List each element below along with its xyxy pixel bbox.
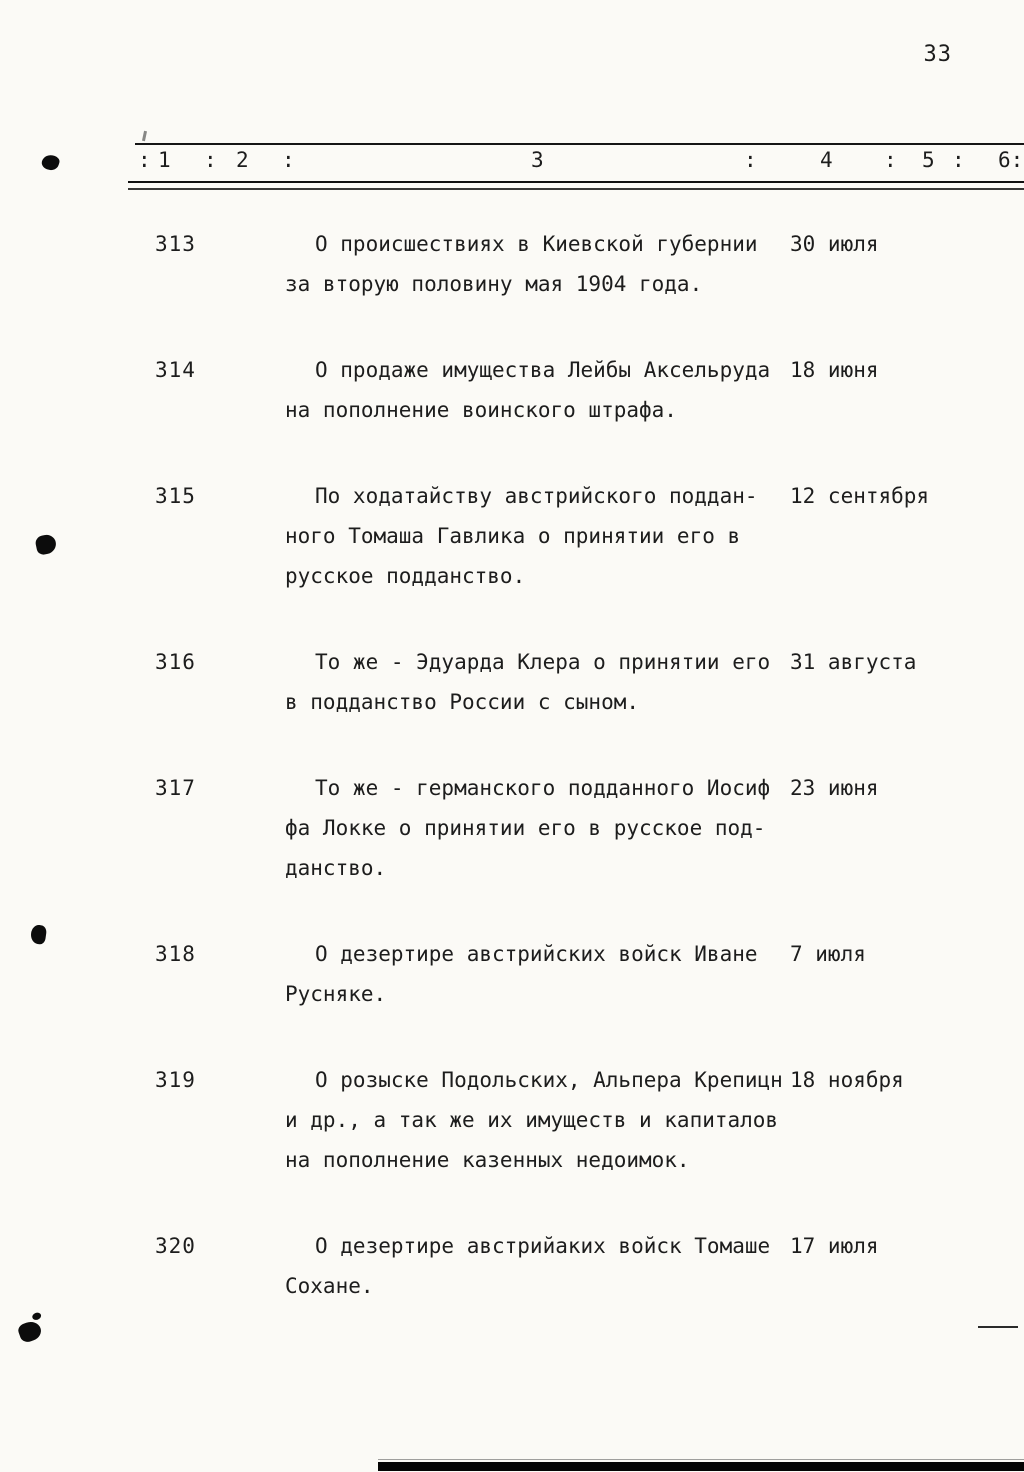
table-row xyxy=(0,768,1024,888)
header-col-5: 5 xyxy=(922,148,935,172)
margin-mark-line xyxy=(978,1326,1018,1328)
entry-date: 12 сентября xyxy=(790,484,930,508)
header-col-2: 2 xyxy=(236,148,249,172)
entry-description xyxy=(285,1060,790,1180)
entry-line: О розыске Подольских, Альпера Крепицн xyxy=(315,1068,783,1092)
entry-description xyxy=(285,1226,790,1306)
entry-line: фа Локке о принятии его в русское под- xyxy=(285,816,766,840)
entry-line: на пополнение воинского штрафа. xyxy=(285,398,677,422)
entry-line: и др., а так же их имуществ и капиталов xyxy=(285,1108,779,1132)
header-col-3: 3 xyxy=(531,148,544,172)
entry-line: О продаже имущества Лейбы Аксельруда xyxy=(315,358,771,382)
header-separator: : xyxy=(138,148,151,172)
entry-date: 7 июля xyxy=(790,942,866,966)
entry-line: То же - германского подданного Иосиф xyxy=(315,776,771,800)
entry-line: данство. xyxy=(285,856,387,880)
header-col-1: 1 xyxy=(158,148,171,172)
entry-description xyxy=(285,350,790,430)
entry-date: 18 ноября xyxy=(790,1068,904,1092)
entry-number: 315 xyxy=(155,484,196,508)
entry-line: Сохане. xyxy=(285,1274,374,1298)
header-rule-top xyxy=(135,143,1024,145)
scan-edge-bar xyxy=(378,1462,1024,1471)
entry-number: 320 xyxy=(155,1234,196,1258)
entry-date: 17 июля xyxy=(790,1234,879,1258)
page-number: 33 xyxy=(923,42,952,67)
header-separator: : xyxy=(884,148,897,172)
header-separator: : xyxy=(282,148,295,172)
entry-description xyxy=(285,642,790,722)
entry-date: 30 июля xyxy=(790,232,879,256)
table-row xyxy=(0,1060,1024,1180)
table-row xyxy=(0,1226,1024,1306)
table-header-row xyxy=(0,148,1024,178)
entry-description xyxy=(285,476,790,596)
entry-description xyxy=(285,768,790,888)
header-rule-double-bottom xyxy=(128,188,1024,190)
header-rule-double-top xyxy=(128,181,1024,183)
entry-line: на пополнение казенных недоимок. xyxy=(285,1148,690,1172)
entry-date: 31 августа xyxy=(790,650,917,674)
table-row xyxy=(0,224,1024,304)
table-row xyxy=(0,642,1024,722)
entry-line: за вторую половину мая 1904 года. xyxy=(285,272,703,296)
entry-line: Русняке. xyxy=(285,982,387,1006)
entry-number: 319 xyxy=(155,1068,196,1092)
table-row xyxy=(0,350,1024,430)
entry-number: 314 xyxy=(155,358,196,382)
entry-description xyxy=(285,934,790,1014)
entry-number: 317 xyxy=(155,776,196,800)
entry-description xyxy=(285,224,790,304)
entry-line: То же - Эдуарда Клера о принятии его xyxy=(315,650,771,674)
header-separator: : xyxy=(744,148,757,172)
entry-line: в подданство России с сыном. xyxy=(285,690,640,714)
entry-line: ного Томаша Гавлика о принятии его в xyxy=(285,524,741,548)
header-col-6: 6: xyxy=(998,148,1024,172)
entry-number: 316 xyxy=(155,650,196,674)
table-row xyxy=(0,476,1024,596)
header-col-4: 4 xyxy=(820,148,833,172)
header-separator: : xyxy=(952,148,965,172)
entry-line: О происшествиях в Киевской губернии xyxy=(315,232,758,256)
entries xyxy=(0,224,1024,1352)
entry-date: 18 июня xyxy=(790,358,879,382)
entry-line: О дезертире австрийаких войск Томаше xyxy=(315,1234,771,1258)
entry-number: 318 xyxy=(155,942,196,966)
entry-line: О дезертире австрийских войск Иване xyxy=(315,942,758,966)
table-row xyxy=(0,934,1024,1014)
entry-number: 313 xyxy=(155,232,196,256)
entry-line: русское подданство. xyxy=(285,564,526,588)
header-separator: : xyxy=(204,148,217,172)
entry-line: По ходатайству австрийского поддан- xyxy=(315,484,758,508)
entry-date: 23 июня xyxy=(790,776,879,800)
